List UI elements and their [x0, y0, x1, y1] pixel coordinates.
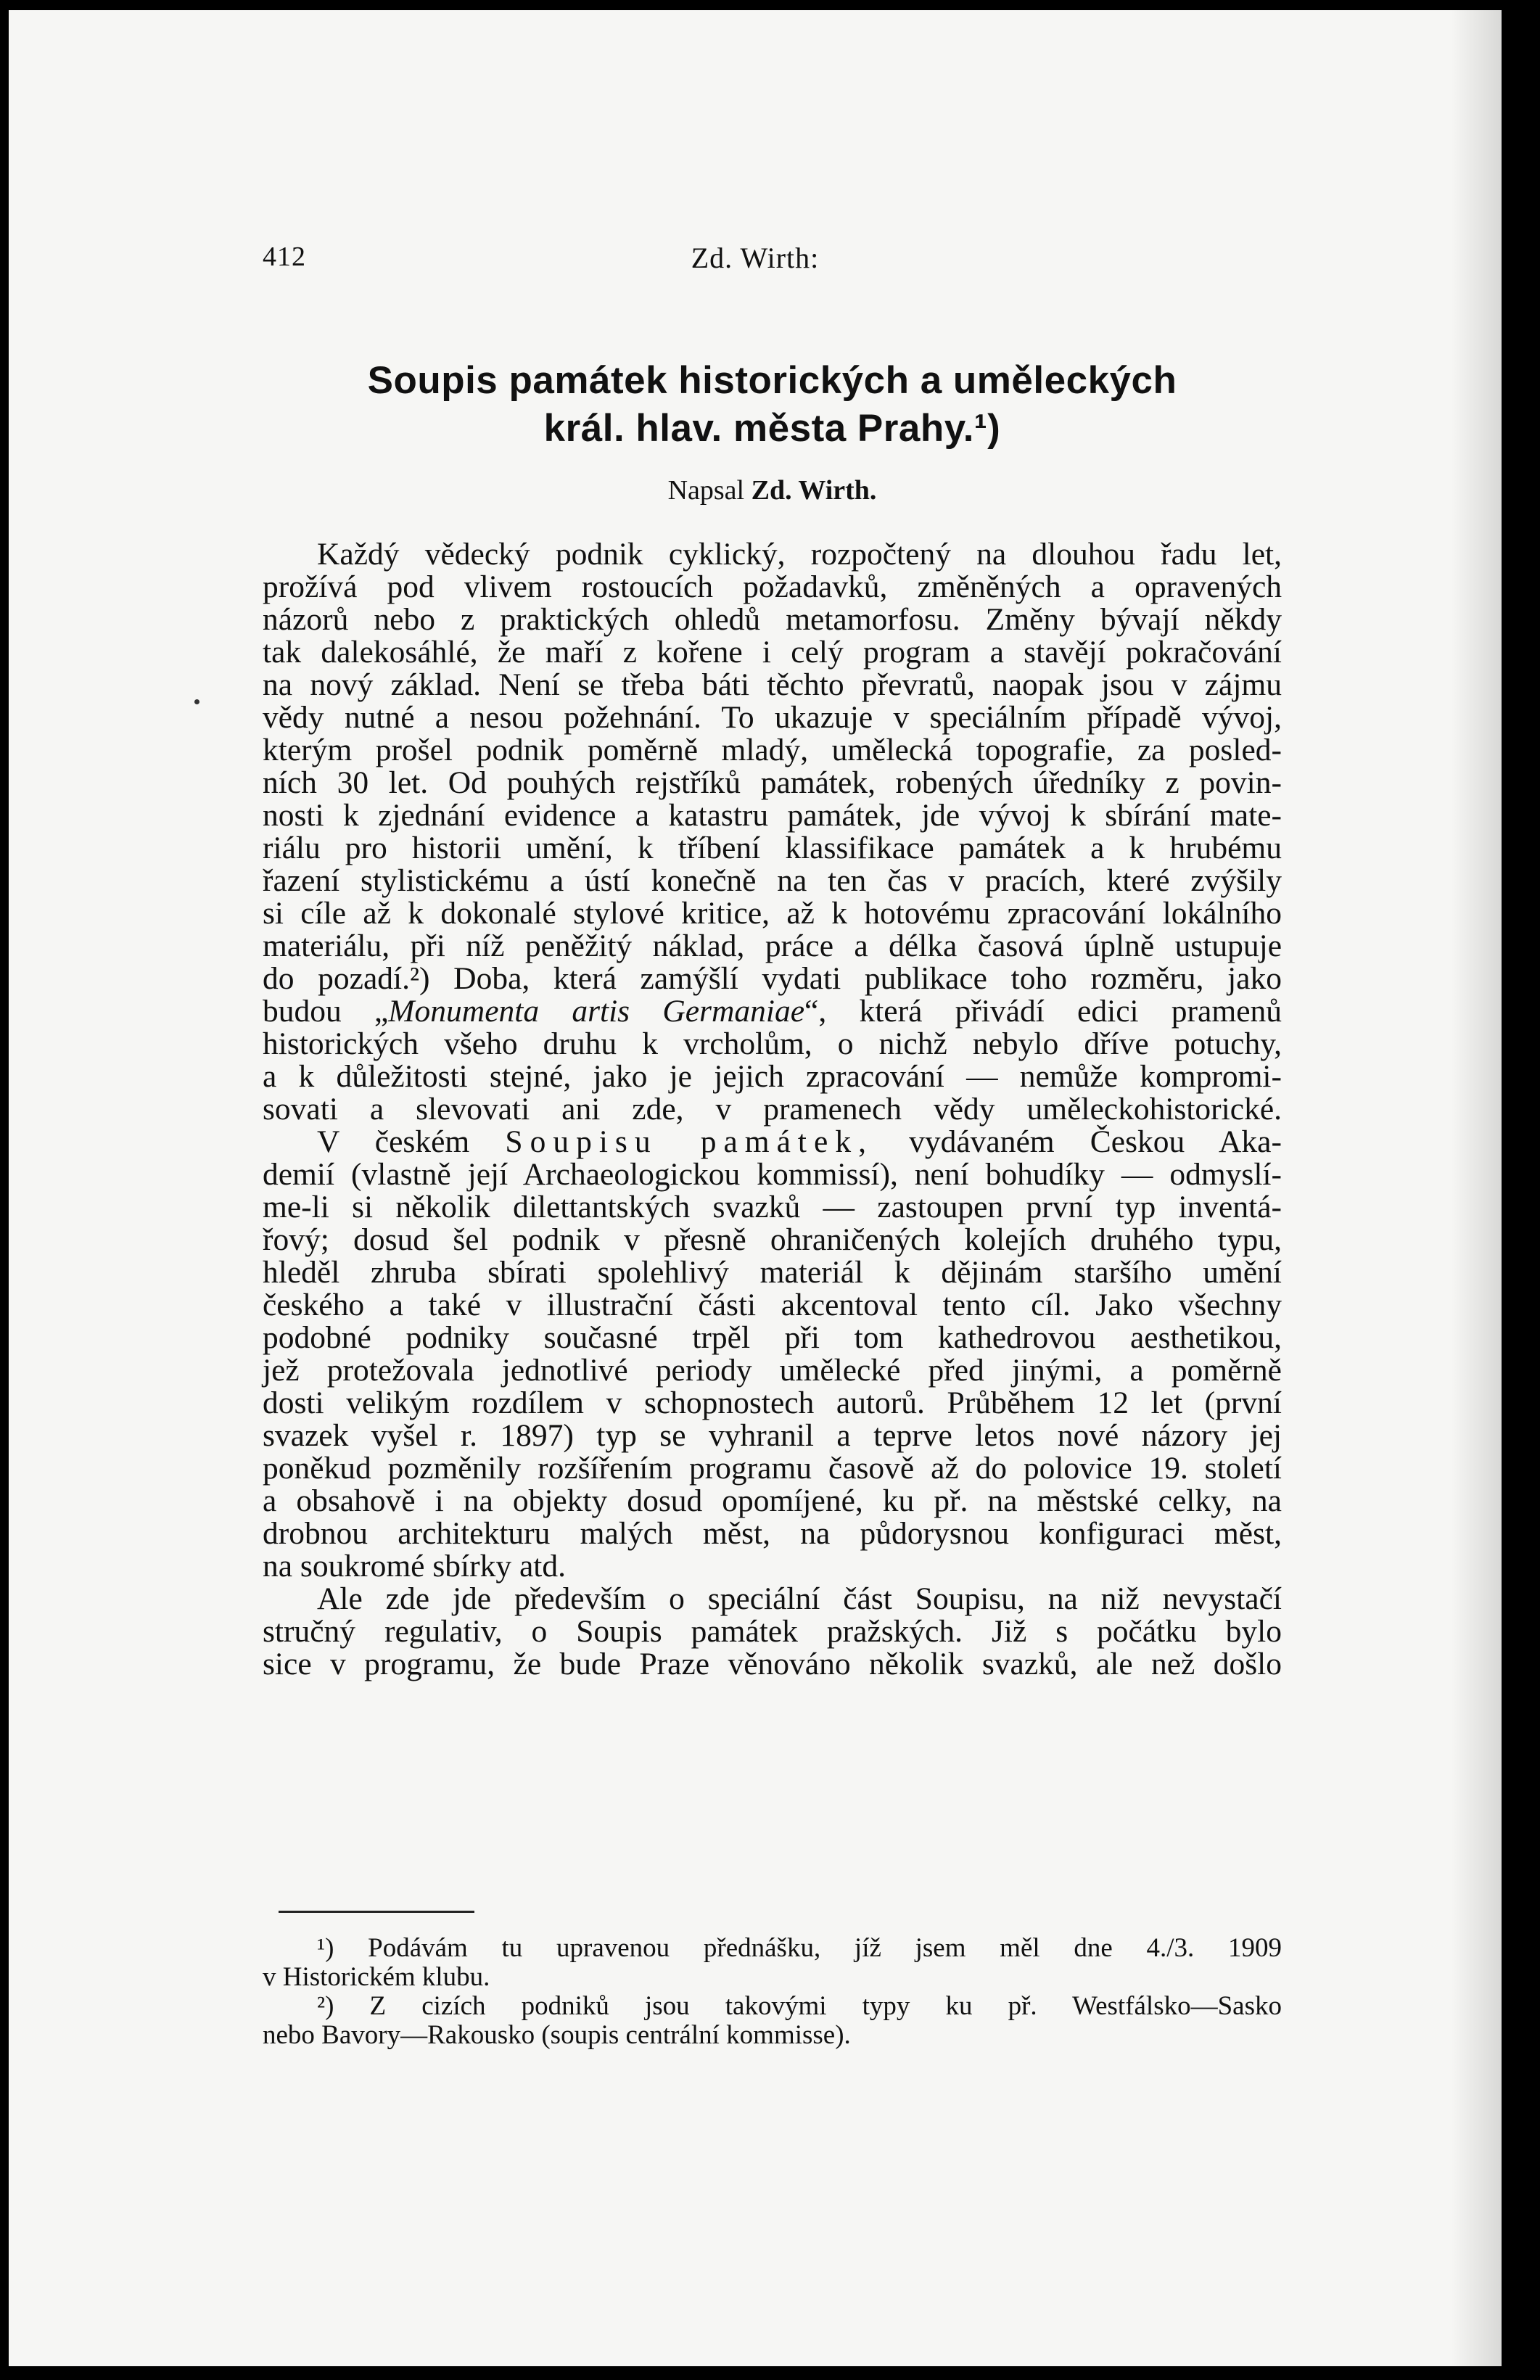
book-page — [9, 10, 1502, 2366]
text-line: českého a také v illustrační části akcentoval tento cíl. Jako všechny — [263, 1288, 1282, 1322]
text-line: nosti k zjednání evidence a katastru památek, jde vývoj k sbírání mate- — [263, 798, 1282, 833]
text-line: ních 30 let. Od pouhých rejstříků památek, robených úředníky z povin- — [263, 765, 1282, 800]
text-line: a k důležitosti stejné, jako je jejich zpracování — nemůže kompromi- — [263, 1059, 1282, 1094]
para2-rest: vydávaném Českou Aka- — [909, 1124, 1282, 1159]
text-line: na nový základ. Není se třeba báti těchto převratů, naopak jsou v zájmu — [263, 667, 1282, 702]
text-line: a obsahově i na objekty dosud opomíjené, ku př. na městské celky, na — [263, 1483, 1282, 1518]
text-line: Ale zde jde především o speciální část Soupisu, na niž nevystačí — [317, 1581, 1282, 1616]
running-header — [9, 241, 1502, 284]
text-line: řový; dosud šel podnik v přesně ohraničených kolejích druhého typu, — [263, 1222, 1282, 1257]
text-line: drobnou architekturu malých měst, na půdorysnou konfiguraci měst, — [263, 1516, 1282, 1551]
text-line: sovati a slevovati ani zde, v pramenech vědy uměleckohistorické. — [263, 1092, 1282, 1127]
text-line: Každý vědecký podnik cyklický, rozpočtený na dlouhou řadu let, — [317, 537, 1282, 572]
text-line: podobné podniky současné trpěl při tom kathedrovou aesthetikou, — [263, 1320, 1282, 1355]
text-line: jež protežovala jednotlivé periody umělecké před jinými, a poměrně — [263, 1353, 1282, 1388]
text-line: si cíle až k dokonalé stylové kritice, až k hotovému zpracování lokálního — [263, 896, 1282, 931]
text-line: dosti velikým rozdílem v schopnostech autorů. Průběhem 12 let (první — [263, 1385, 1282, 1420]
text-line: stručný regulativ, o Soupis památek pražských. Již s počátku bylo — [263, 1614, 1282, 1649]
text-line: me-li si několik dilettantských svazků — zastoupen první typ inventá- — [263, 1190, 1282, 1224]
text-line: sice v programu, že bude Praze věnováno několik svazků, ale než došlo — [263, 1647, 1282, 1681]
text-line: hleděl zhruba sbírati spolehlivý materiál k dějinám staršího umění — [263, 1255, 1282, 1290]
text-line: materiálu, při níž peněžitý náklad, práce a délka časová úplně ustupuje — [263, 928, 1282, 963]
footnote-line: ²) Z cizích podniků jsou takovými typy ku př. Westfálsko—Sasko — [317, 1991, 1282, 2021]
footnote-line: nebo Bavory—Rakousko (soupis centrální kommisse). — [263, 2020, 851, 2050]
body-text — [263, 538, 1282, 1681]
soupis-pamatek-spaced: Soupisu památek, — [505, 1124, 873, 1159]
text-line-para2-start — [263, 1126, 1282, 1158]
footnote-rule — [279, 1911, 474, 1913]
text-line: vědy nutné a nesou požehnání. To ukazuje v speciálním případě vývoj, — [263, 700, 1282, 735]
text-line: historických všeho druhu k vrcholům, o nichž nebylo dříve potuchy, — [263, 1026, 1282, 1061]
text-line: riálu pro historii umění, k tříbení klassifikace památek a k hrubému — [263, 831, 1282, 865]
text-line: svazek vyšel r. 1897) typ se vyhranil a teprve letos nové názory jej — [263, 1418, 1282, 1453]
article-title-line-2: král. hlav. města Prahy.¹) — [543, 407, 1001, 450]
margin-speck — [194, 699, 199, 704]
text-line: tak dalekosáhlé, že maří z kořene i celý program a stavějí pokračování — [263, 635, 1282, 670]
running-title: Zd. Wirth: — [691, 242, 820, 274]
article-title-block — [263, 357, 1282, 506]
text-line: názorů nebo z praktických ohledů metamorfosu. Změny bývají někdy — [263, 602, 1282, 637]
page-edge-shadow — [1451, 10, 1502, 2366]
cited-work-title: Monumenta artis Germaniae — [388, 994, 805, 1029]
text-line: demií (vlastně její Archaeologickou kommissí), není bohudíky — odmyslí- — [263, 1157, 1282, 1192]
text-line: poněkud pozměnily rozšířením programu časově až do polovice 19. století — [263, 1451, 1282, 1486]
footnote-line: v Historickém klubu. — [263, 1962, 490, 1992]
text-line: prožívá pod vlivem rostoucích požadavků, změněných a opravených — [263, 569, 1282, 604]
article-title-line-1: Soupis památek historických a uměleckých — [367, 359, 1177, 402]
text-line: řazení stylistickému a ústí konečně na ten čas v pracích, které zvýšily — [263, 863, 1282, 898]
para2-start: V českém — [317, 1124, 470, 1159]
footnotes — [263, 1934, 1282, 2050]
text-line: na soukromé sbírky atd. — [263, 1549, 567, 1584]
text-line: kterým prošel podnik poměrně mladý, umělecká topografie, za posled- — [263, 733, 1282, 767]
byline-prefix: Napsal — [667, 475, 745, 506]
byline-author: Zd. Wirth. — [751, 475, 877, 506]
footnote-line: ¹) Podávám tu upravenou přednášku, jíž jsem měl dne 4./3. 1909 — [317, 1933, 1282, 1963]
text-line: do pozadí.²) Doba, která zamýšlí vydati publikace toho rozměru, jako — [263, 961, 1282, 996]
page-number: 412 — [263, 242, 306, 272]
text-line: budou „Monumenta artis Germaniae“, která přivádí edici pramenů — [263, 994, 1282, 1029]
byline — [263, 474, 1282, 506]
